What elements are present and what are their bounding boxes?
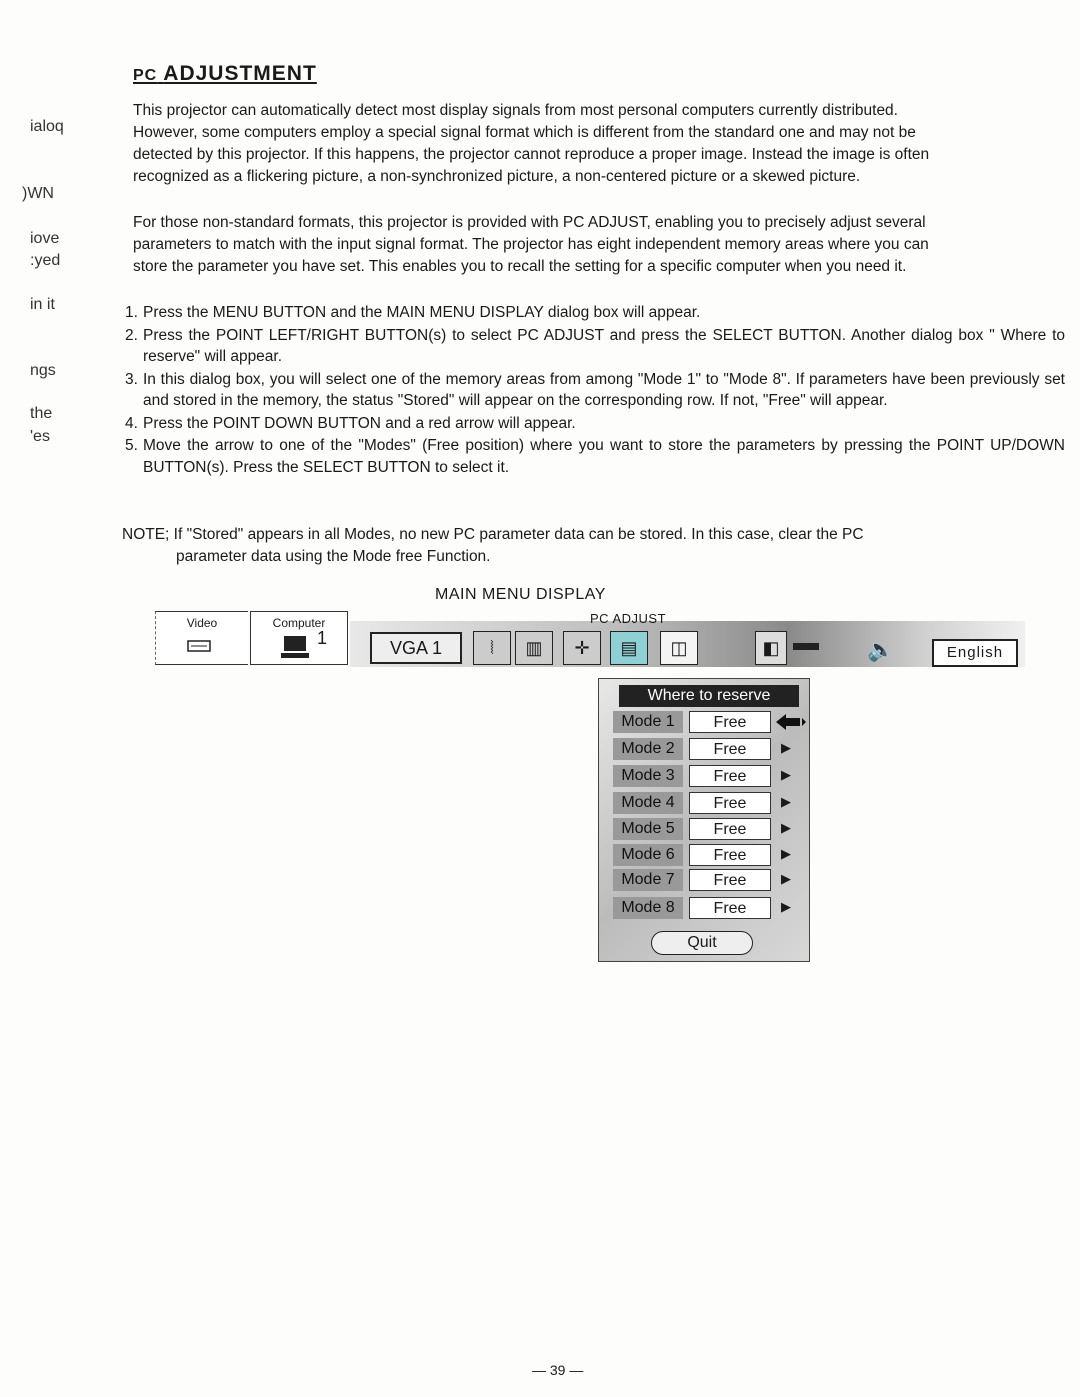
video-icon	[186, 638, 212, 654]
arrow-right-icon: ▶	[781, 794, 791, 809]
step-list	[125, 302, 1065, 479]
mode-status: Free	[689, 738, 771, 760]
sound-level-icon	[793, 643, 819, 650]
margin-fragment: 'es	[30, 428, 50, 445]
tab-video[interactable]	[155, 611, 248, 665]
intro-paragraph	[133, 100, 1065, 188]
input-number-icon: 1	[317, 628, 328, 648]
mode-row[interactable]	[613, 765, 805, 787]
main-menu-bar	[155, 611, 1025, 669]
note-line: parameter data using the Mode free Function.	[176, 548, 491, 565]
step-number: 2.	[125, 326, 138, 344]
page-number: — 39 —	[532, 1362, 584, 1378]
margin-fragment: :yed	[30, 252, 61, 269]
pc-adjust-label: PC ADJUST	[590, 611, 667, 626]
image-icon[interactable]: ◫	[660, 631, 698, 665]
total-dots-icon[interactable]: ▥	[515, 631, 553, 665]
step-number: 3.	[125, 370, 138, 388]
where-to-reserve-dialog	[598, 678, 810, 962]
pc-adjust-icon[interactable]: ▤	[610, 631, 648, 665]
mode-row[interactable]	[613, 844, 805, 866]
step-number: 1.	[125, 304, 138, 321]
list-item	[125, 435, 1065, 478]
note-line: NOTE; If "Stored" appears in all Modes, no new PC parameter data can be stored. In this case, clear the PC	[122, 526, 864, 543]
arrow-right-icon: ▶	[781, 871, 791, 886]
arrow-right-icon: ▶	[781, 767, 791, 782]
title-main: ADJUSTMENT	[163, 62, 317, 85]
step-number: 4.	[125, 414, 138, 432]
mode-label: Mode 3	[613, 765, 683, 787]
sync-icon[interactable]: ⦚	[473, 631, 511, 665]
margin-fragment: in it	[30, 296, 55, 313]
mode-status: Free	[689, 765, 771, 787]
language-selector[interactable]: English	[932, 639, 1018, 667]
mode-label: Mode 7	[613, 869, 683, 891]
text-line: This projector can automatically detect most display signals from most personal computers currently distributed.	[133, 102, 898, 119]
mode-row[interactable]	[613, 792, 805, 814]
mode-status: Free	[689, 869, 771, 891]
speaker-icon[interactable]: 🔈	[867, 637, 895, 662]
mode-row[interactable]	[613, 897, 805, 919]
text-line: For those non-standard formats, this projector is provided with PC ADJUST, enabling you to precisely adjust several	[133, 214, 926, 231]
list-item	[125, 302, 1065, 324]
tab-label: Video	[186, 616, 218, 630]
mode-label: Mode 1	[613, 711, 683, 733]
note	[122, 524, 1067, 568]
input-source-display[interactable]: VGA 1	[370, 632, 462, 664]
margin-fragment: )WN	[22, 185, 54, 202]
mode-row[interactable]	[613, 818, 805, 840]
position-icon[interactable]: ✛	[563, 631, 601, 665]
mode-label: Mode 6	[613, 844, 683, 866]
text-line: recognized as a flickering picture, a non-synchronized picture, a non-centered picture or a skewed picture.	[133, 168, 861, 185]
arrow-right-icon: ▶	[781, 820, 791, 835]
margin-fragment: ngs	[30, 362, 56, 379]
title-prefix: PC	[133, 67, 158, 84]
computer-icon	[281, 634, 313, 660]
mode-status: Free	[689, 897, 771, 919]
text-line: store the parameter you have set. This enables you to recall the setting for a specific computer when you need it.	[133, 258, 907, 275]
quit-button[interactable]: Quit	[651, 931, 753, 955]
mode-label: Mode 2	[613, 738, 683, 760]
dialog-title: Where to reserve	[619, 685, 799, 707]
mode-status: Free	[689, 818, 771, 840]
text-line: However, some computers employ a special signal format which is different from the standard one and may not be	[133, 124, 916, 141]
step-text: Press the POINT DOWN BUTTON and a red arrow will appear.	[143, 414, 576, 432]
list-item	[125, 413, 1065, 435]
margin-fragment: the	[30, 405, 53, 422]
tab-computer[interactable]	[250, 611, 348, 665]
mode-status: Free	[689, 792, 771, 814]
menu-display-title: MAIN MENU DISPLAY	[435, 586, 606, 603]
screen-icon[interactable]: ◧	[755, 631, 787, 665]
mode-row[interactable]	[613, 738, 805, 760]
step-text: Press the POINT LEFT/RIGHT BUTTON(s) to select PC ADJUST and press the SELECT BUTTON. Another dialog box " Where to reserve" will appear.	[143, 326, 1065, 365]
text-line: parameters to match with the input signal format. The projector has eight independent memory areas where you can	[133, 236, 929, 253]
mode-row[interactable]	[613, 711, 805, 733]
mode-status: Free	[689, 711, 771, 733]
arrow-right-icon: ▶	[781, 740, 791, 755]
mode-status: Free	[689, 844, 771, 866]
mode-label: Mode 5	[613, 818, 683, 840]
mode-label: Mode 4	[613, 792, 683, 814]
mode-label: Mode 8	[613, 897, 683, 919]
format-paragraph	[133, 212, 1065, 278]
red-arrow-icon	[776, 714, 806, 730]
list-item	[125, 369, 1065, 412]
text-line: detected by this projector. If this happens, the projector cannot reproduce a proper image. Instead the image is often	[133, 146, 930, 163]
mode-row[interactable]	[613, 869, 805, 891]
page-title	[133, 62, 317, 86]
tab-label: Computer	[272, 616, 326, 630]
list-item	[125, 325, 1065, 368]
step-number: 5.	[125, 437, 138, 454]
arrow-right-icon: ▶	[781, 899, 791, 914]
step-text: Move the arrow to one of the "Modes" (Free position) where you want to store the parameters by pressing the POINT UP/DOWN BUTTON(s). Press the SELECT BUTTON to select it.	[143, 437, 1065, 476]
margin-fragment: iove	[30, 230, 60, 247]
step-text: In this dialog box, you will select one of the memory areas from among "Mode 1" to "Mode 8". If parameters have been previously set and stored in the memory, the status "Stored" will appear on the corresponding row. If not, "Free" will appear.	[143, 370, 1065, 409]
arrow-right-icon: ▶	[781, 846, 791, 861]
margin-fragment: ialoq	[30, 118, 64, 135]
step-text: Press the MENU BUTTON and the MAIN MENU DISPLAY dialog box will appear.	[143, 304, 701, 321]
